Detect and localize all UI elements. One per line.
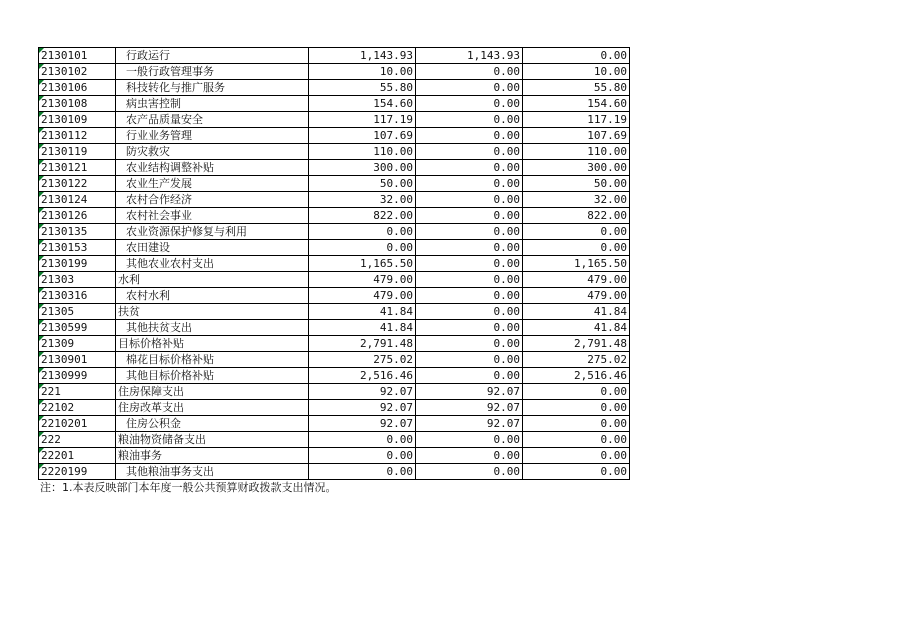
- basic-expenditure-cell[interactable]: 0.00: [416, 240, 523, 256]
- basic-expenditure-cell[interactable]: 92.07: [416, 400, 523, 416]
- table-row: [39, 464, 630, 480]
- table-row: [39, 400, 630, 416]
- table-body: [39, 48, 630, 480]
- project-expenditure-cell[interactable]: 0.00: [523, 464, 630, 480]
- basic-expenditure-cell[interactable]: 0.00: [416, 336, 523, 352]
- total-amount-cell[interactable]: 117.19: [309, 112, 416, 128]
- subject-name-cell[interactable]: 粮油事务: [116, 448, 309, 464]
- budget-sheet: [38, 47, 630, 496]
- total-amount-cell[interactable]: 822.00: [309, 208, 416, 224]
- project-expenditure-cell[interactable]: 50.00: [523, 176, 630, 192]
- total-amount-cell[interactable]: 92.07: [309, 400, 416, 416]
- project-expenditure-cell[interactable]: 41.84: [523, 304, 630, 320]
- subject-name-cell[interactable]: 住房改革支出: [116, 400, 309, 416]
- table-row: [39, 336, 630, 352]
- subject-name-cell[interactable]: 农田建设: [116, 240, 309, 256]
- table-row: [39, 256, 630, 272]
- table-row: [39, 64, 630, 80]
- table-row: [39, 96, 630, 112]
- subject-name-cell[interactable]: 农产品质量安全: [116, 112, 309, 128]
- subject-name-cell[interactable]: 住房保障支出: [116, 384, 309, 400]
- subject-name-cell[interactable]: 农业结构调整补贴: [116, 160, 309, 176]
- total-amount-cell[interactable]: 110.00: [309, 144, 416, 160]
- basic-expenditure-cell[interactable]: 92.07: [416, 384, 523, 400]
- total-amount-cell[interactable]: 0.00: [309, 448, 416, 464]
- subject-code-cell[interactable]: 2130109: [39, 112, 116, 128]
- subject-code-cell[interactable]: 2130124: [39, 192, 116, 208]
- project-expenditure-cell[interactable]: 55.80: [523, 80, 630, 96]
- subject-name-cell[interactable]: 一般行政管理事务: [116, 64, 309, 80]
- basic-expenditure-cell[interactable]: 0.00: [416, 352, 523, 368]
- table-row: [39, 240, 630, 256]
- total-amount-cell[interactable]: 92.07: [309, 416, 416, 432]
- subject-name-cell[interactable]: 其他目标价格补贴: [116, 368, 309, 384]
- subject-name-cell[interactable]: 水利: [116, 272, 309, 288]
- project-expenditure-cell[interactable]: 275.02: [523, 352, 630, 368]
- basic-expenditure-cell[interactable]: 0.00: [416, 80, 523, 96]
- project-expenditure-cell[interactable]: 0.00: [523, 384, 630, 400]
- basic-expenditure-cell[interactable]: 0.00: [416, 208, 523, 224]
- total-amount-cell[interactable]: 479.00: [309, 272, 416, 288]
- total-amount-cell[interactable]: 1,165.50: [309, 256, 416, 272]
- project-expenditure-cell[interactable]: 0.00: [523, 416, 630, 432]
- subject-name-cell[interactable]: 农业资源保护修复与利用: [116, 224, 309, 240]
- subject-name-cell[interactable]: 科技转化与推广服务: [116, 80, 309, 96]
- subject-code-cell[interactable]: 222: [39, 432, 116, 448]
- subject-code-cell[interactable]: 2210201: [39, 416, 116, 432]
- table-row: [39, 288, 630, 304]
- total-amount-cell[interactable]: 1,143.93: [309, 48, 416, 64]
- table-row: [39, 160, 630, 176]
- project-expenditure-cell[interactable]: 0.00: [523, 400, 630, 416]
- project-expenditure-cell[interactable]: 110.00: [523, 144, 630, 160]
- subject-name-cell[interactable]: 粮油物资储备支出: [116, 432, 309, 448]
- total-amount-cell[interactable]: 0.00: [309, 464, 416, 480]
- subject-name-cell[interactable]: 农村水利: [116, 288, 309, 304]
- project-expenditure-cell[interactable]: 479.00: [523, 272, 630, 288]
- subject-name-cell[interactable]: 目标价格补贴: [116, 336, 309, 352]
- project-expenditure-cell[interactable]: 117.19: [523, 112, 630, 128]
- subject-name-cell[interactable]: 农村社会事业: [116, 208, 309, 224]
- table-row: [39, 192, 630, 208]
- total-amount-cell[interactable]: 0.00: [309, 224, 416, 240]
- table-row: [39, 272, 630, 288]
- project-expenditure-cell[interactable]: 2,791.48: [523, 336, 630, 352]
- project-expenditure-cell[interactable]: 822.00: [523, 208, 630, 224]
- total-amount-cell[interactable]: 0.00: [309, 240, 416, 256]
- project-expenditure-cell[interactable]: 479.00: [523, 288, 630, 304]
- subject-code-cell[interactable]: 21309: [39, 336, 116, 352]
- basic-expenditure-cell[interactable]: 0.00: [416, 448, 523, 464]
- subject-code-cell[interactable]: 2130122: [39, 176, 116, 192]
- total-amount-cell[interactable]: 2,791.48: [309, 336, 416, 352]
- basic-expenditure-cell[interactable]: 0.00: [416, 128, 523, 144]
- subject-code-cell[interactable]: 2130121: [39, 160, 116, 176]
- total-amount-cell[interactable]: 275.02: [309, 352, 416, 368]
- subject-code-cell[interactable]: 21305: [39, 304, 116, 320]
- subject-code-cell[interactable]: 2130108: [39, 96, 116, 112]
- project-expenditure-cell[interactable]: 0.00: [523, 448, 630, 464]
- table-row: [39, 368, 630, 384]
- subject-code-cell[interactable]: 2130126: [39, 208, 116, 224]
- subject-code-cell[interactable]: 221: [39, 384, 116, 400]
- table-row: [39, 224, 630, 240]
- total-amount-cell[interactable]: 41.84: [309, 320, 416, 336]
- subject-code-cell[interactable]: 2220199: [39, 464, 116, 480]
- table-footnote: 注：1.本表反映部门本年度一般公共预算财政拨款支出情况。: [40, 481, 337, 494]
- subject-code-cell[interactable]: 2130316: [39, 288, 116, 304]
- total-amount-cell[interactable]: 107.69: [309, 128, 416, 144]
- project-expenditure-cell[interactable]: 154.60: [523, 96, 630, 112]
- table-row: [39, 304, 630, 320]
- basic-expenditure-cell[interactable]: 92.07: [416, 416, 523, 432]
- table-row: [39, 384, 630, 400]
- subject-name-cell[interactable]: 病虫害控制: [116, 96, 309, 112]
- total-amount-cell[interactable]: 50.00: [309, 176, 416, 192]
- subject-name-cell[interactable]: 农村合作经济: [116, 192, 309, 208]
- project-expenditure-cell[interactable]: 41.84: [523, 320, 630, 336]
- basic-expenditure-cell[interactable]: 0.00: [416, 176, 523, 192]
- project-expenditure-cell[interactable]: 10.00: [523, 64, 630, 80]
- subject-code-cell[interactable]: 2130199: [39, 256, 116, 272]
- table-row: [39, 448, 630, 464]
- table-row: [39, 352, 630, 368]
- subject-code-cell[interactable]: 2130119: [39, 144, 116, 160]
- subject-code-cell[interactable]: 2130999: [39, 368, 116, 384]
- table-row: [39, 144, 630, 160]
- total-amount-cell[interactable]: 479.00: [309, 288, 416, 304]
- subject-code-cell[interactable]: 2130901: [39, 352, 116, 368]
- subject-name-cell[interactable]: 行业业务管理: [116, 128, 309, 144]
- subject-code-cell[interactable]: 2130106: [39, 80, 116, 96]
- subject-name-cell[interactable]: 其他扶贫支出: [116, 320, 309, 336]
- project-expenditure-cell[interactable]: 1,165.50: [523, 256, 630, 272]
- table-row: [39, 128, 630, 144]
- basic-expenditure-cell[interactable]: 0.00: [416, 304, 523, 320]
- subject-code-cell[interactable]: 21303: [39, 272, 116, 288]
- subject-name-cell[interactable]: 扶贫: [116, 304, 309, 320]
- basic-expenditure-cell[interactable]: 0.00: [416, 144, 523, 160]
- project-expenditure-cell[interactable]: 107.69: [523, 128, 630, 144]
- total-amount-cell[interactable]: 92.07: [309, 384, 416, 400]
- total-amount-cell[interactable]: 10.00: [309, 64, 416, 80]
- basic-expenditure-cell[interactable]: 0.00: [416, 368, 523, 384]
- basic-expenditure-cell[interactable]: 0.00: [416, 320, 523, 336]
- project-expenditure-cell[interactable]: 32.00: [523, 192, 630, 208]
- basic-expenditure-cell[interactable]: 1,143.93: [416, 48, 523, 64]
- subject-code-cell[interactable]: 22102: [39, 400, 116, 416]
- table-row: [39, 112, 630, 128]
- total-amount-cell[interactable]: 41.84: [309, 304, 416, 320]
- basic-expenditure-cell[interactable]: 0.00: [416, 64, 523, 80]
- basic-expenditure-cell[interactable]: 0.00: [416, 272, 523, 288]
- basic-expenditure-cell[interactable]: 0.00: [416, 432, 523, 448]
- basic-expenditure-cell[interactable]: 0.00: [416, 224, 523, 240]
- subject-name-cell[interactable]: 住房公积金: [116, 416, 309, 432]
- table-row: [39, 48, 630, 64]
- basic-expenditure-cell[interactable]: 0.00: [416, 192, 523, 208]
- basic-expenditure-cell[interactable]: 0.00: [416, 256, 523, 272]
- subject-code-cell[interactable]: 2130101: [39, 48, 116, 64]
- subject-code-cell[interactable]: 22201: [39, 448, 116, 464]
- table-row: [39, 432, 630, 448]
- basic-expenditure-cell[interactable]: 0.00: [416, 112, 523, 128]
- basic-expenditure-cell[interactable]: 0.00: [416, 288, 523, 304]
- total-amount-cell[interactable]: 300.00: [309, 160, 416, 176]
- project-expenditure-cell[interactable]: 0.00: [523, 432, 630, 448]
- basic-expenditure-cell[interactable]: 0.00: [416, 160, 523, 176]
- total-amount-cell[interactable]: 154.60: [309, 96, 416, 112]
- project-expenditure-cell[interactable]: 0.00: [523, 224, 630, 240]
- subject-code-cell[interactable]: 2130102: [39, 64, 116, 80]
- subject-name-cell[interactable]: 防灾救灾: [116, 144, 309, 160]
- subject-code-cell[interactable]: 2130135: [39, 224, 116, 240]
- total-amount-cell[interactable]: 32.00: [309, 192, 416, 208]
- project-expenditure-cell[interactable]: 0.00: [523, 240, 630, 256]
- project-expenditure-cell[interactable]: 2,516.46: [523, 368, 630, 384]
- table-row: [39, 176, 630, 192]
- total-amount-cell[interactable]: 0.00: [309, 432, 416, 448]
- expenditure-table: [38, 47, 630, 480]
- subject-name-cell[interactable]: 农业生产发展: [116, 176, 309, 192]
- table-row: [39, 208, 630, 224]
- table-row: [39, 320, 630, 336]
- subject-name-cell[interactable]: 其他农业农村支出: [116, 256, 309, 272]
- subject-code-cell[interactable]: 2130112: [39, 128, 116, 144]
- subject-name-cell[interactable]: 棉花目标价格补贴: [116, 352, 309, 368]
- subject-name-cell[interactable]: 其他粮油事务支出: [116, 464, 309, 480]
- basic-expenditure-cell[interactable]: 0.00: [416, 464, 523, 480]
- subject-name-cell[interactable]: 行政运行: [116, 48, 309, 64]
- table-row: [39, 80, 630, 96]
- subject-code-cell[interactable]: 2130153: [39, 240, 116, 256]
- basic-expenditure-cell[interactable]: 0.00: [416, 96, 523, 112]
- project-expenditure-cell[interactable]: 300.00: [523, 160, 630, 176]
- total-amount-cell[interactable]: 2,516.46: [309, 368, 416, 384]
- subject-code-cell[interactable]: 2130599: [39, 320, 116, 336]
- total-amount-cell[interactable]: 55.80: [309, 80, 416, 96]
- table-row: [39, 416, 630, 432]
- project-expenditure-cell[interactable]: 0.00: [523, 48, 630, 64]
